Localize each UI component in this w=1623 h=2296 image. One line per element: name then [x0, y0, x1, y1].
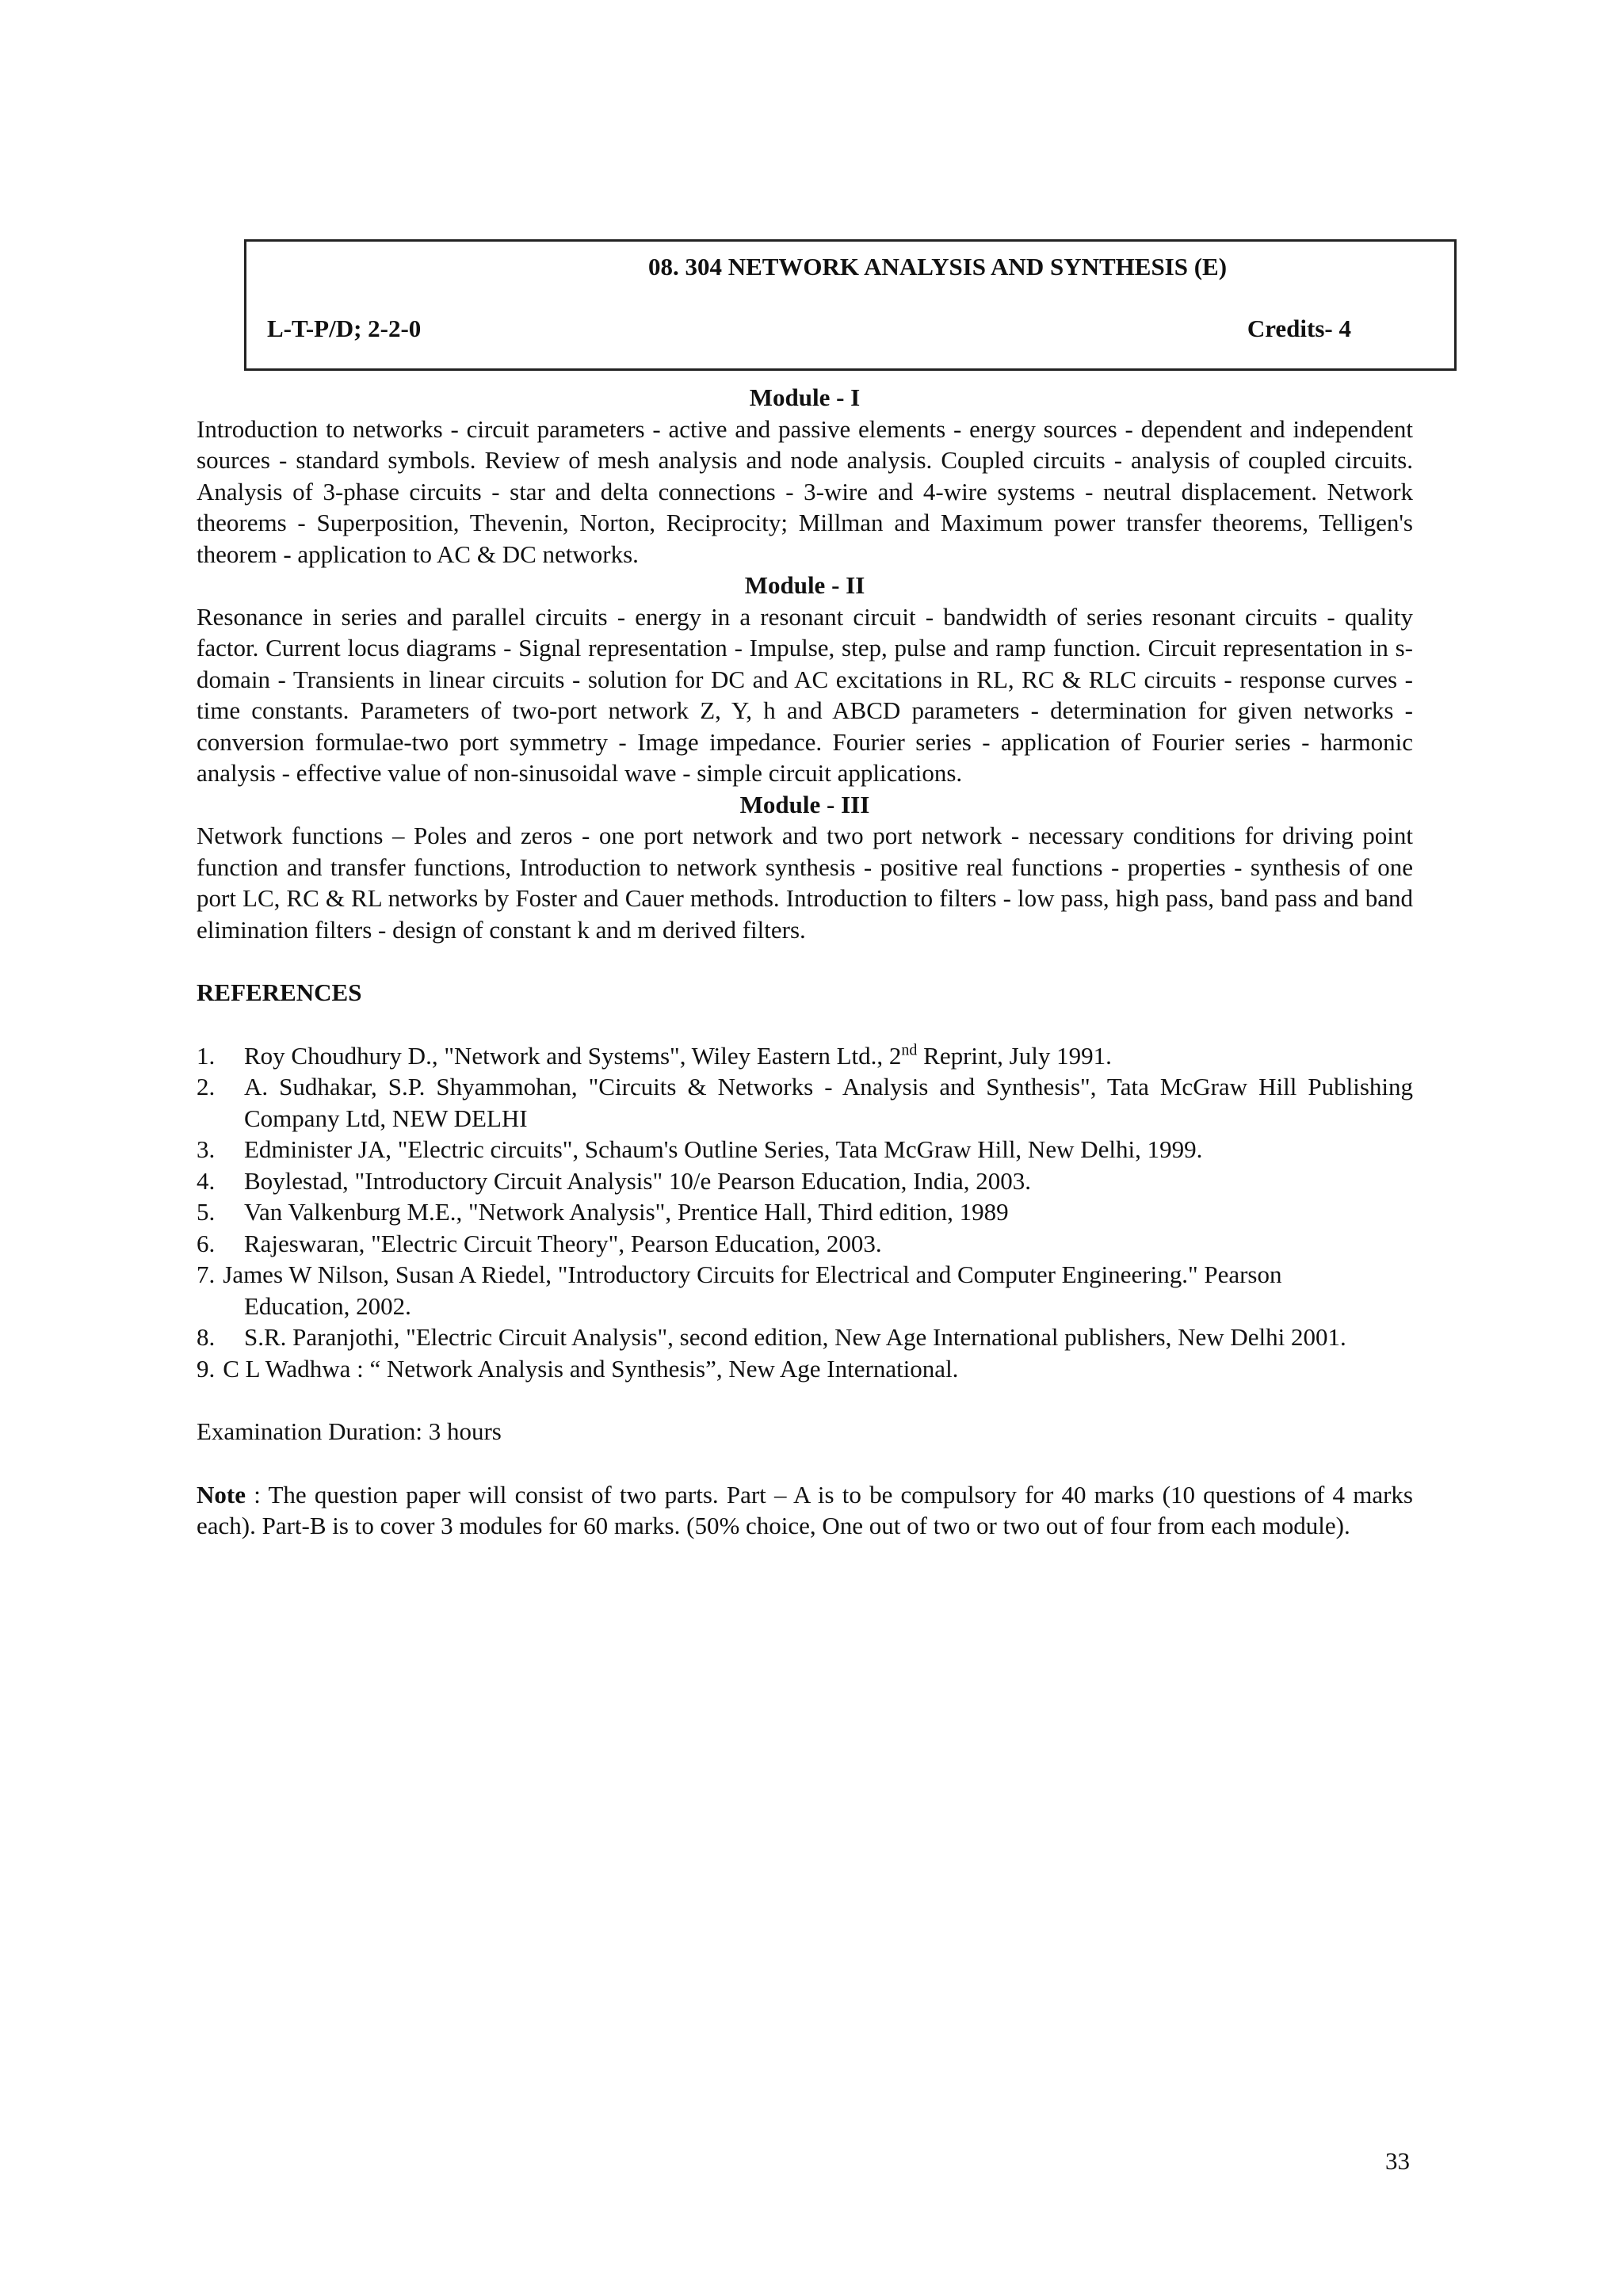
reference-text: S.R. Paranjothi, "Electric Circuit Analysis", second edition, New Age International publishers, New Delhi 2001. — [244, 1323, 1346, 1351]
syllabus-content — [197, 382, 1413, 1542]
reference-number: 2. — [197, 1073, 216, 1100]
reference-number: 7. — [197, 1261, 216, 1288]
reference-item — [197, 1322, 1413, 1353]
references-heading: REFERENCES — [197, 978, 362, 1006]
reference-item — [197, 1071, 1413, 1134]
module-1-heading: Module - I — [749, 383, 861, 411]
references-list — [197, 1040, 1413, 1385]
reference-text: Rajeswaran, "Electric Circuit Theory", Pearson Education, 2003. — [244, 1229, 882, 1257]
reference-item — [197, 1259, 1413, 1322]
credits: Credits- 4 — [1247, 315, 1351, 342]
reference-item — [197, 1134, 1413, 1165]
reference-number: 9. — [197, 1354, 216, 1383]
reference-number: 3. — [197, 1135, 216, 1163]
reference-text: Van Valkenburg M.E., "Network Analysis", Prentice Hall, Third edition, 1989 — [244, 1198, 1009, 1226]
reference-number: 6. — [197, 1229, 216, 1257]
reference-text: Roy Choudhury D., "Network and Systems", Wiley Eastern Ltd., 2 — [244, 1041, 902, 1070]
reference-item — [197, 1165, 1413, 1197]
reference-item — [197, 1196, 1413, 1228]
module-2-body: Resonance in series and parallel circuits - energy in a resonant circuit - bandwidth of series resonant circuits - quality factor. Current locus diagrams - Signal representation - Impulse, step, pulse and ramp function. Circuit representation in s-domain - Transients in linear circuits - solution for DC and AC excitations in RL, RC & RLC circuits - response curves - time constants. Parameters of two-port network Z, Y, h and ABCD parameters - determination for given networks - conversion formulae-two port symmetry - Image impedance. Fourier series - application of Fourier series - harmonic analysis - effective value of non-sinusoidal wave - simple circuit applications. — [197, 602, 1413, 787]
reference-item — [197, 1353, 1413, 1385]
reference-number: 1. — [197, 1041, 216, 1070]
ltp-hours: L-T-P/D; 2-2-0 — [267, 315, 422, 342]
reference-text-tail: Reprint, July 1991. — [917, 1041, 1112, 1070]
reference-number: 4. — [197, 1166, 216, 1195]
reference-text: Boylestad, "Introductory Circuit Analysis" 10/e Pearson Education, India, 2003. — [244, 1166, 1032, 1195]
note-text: : The question paper will consist of two parts. Part – A is to be compulsory for 40 marks (10 questions of 4 marks each). Part-B is to cover 3 modules for 60 marks. (50% choice, One out of two or two out of four from each module). — [197, 1480, 1413, 1539]
reference-number: 5. — [197, 1198, 216, 1226]
reference-item — [197, 1228, 1413, 1260]
note-label: Note — [197, 1480, 246, 1508]
exam-duration: Examination Duration: 3 hours — [197, 1417, 502, 1445]
module-3-body: Network functions – Poles and zeros - one port network and two port network - necessary conditions for driving point function and transfer functions, Introduction to network synthesis - positive real functions - properties - synthesis of one port LC, RC & RL networks by Foster and Cauer methods. Introduction to filters - low pass, high pass, band pass and band elimination filters - design of constant k and m derived filters. — [197, 822, 1413, 944]
page-number: 33 — [1385, 2147, 1410, 2175]
course-header-box — [244, 239, 1457, 371]
reference-text: Edminister JA, "Electric circuits", Schaum's Outline Series, Tata McGraw Hill, New Delhi, 1999. — [244, 1135, 1203, 1163]
module-1-body: Introduction to networks - circuit parameters - active and passive elements - energy sources - dependent and independent sources - standard symbols. Review of mesh analysis and node analysis. Coupled circuits - analysis of coupled circuits. Analysis of 3-phase circuits - star and delta connections - 3-wire and 4-wire systems - neutral displacement. Network theorems - Superposition, Thevenin, Norton, Reciprocity; Millman and Maximum power transfer theorems, Telligen's theorem - application to AC & DC networks. — [197, 414, 1413, 568]
exam-note — [197, 1479, 1413, 1542]
reference-text-continued: Education, 2002. — [244, 1291, 411, 1320]
module-3-heading: Module - III — [739, 790, 870, 818]
module-2-heading: Module - II — [744, 571, 865, 599]
reference-superscript: nd — [901, 1041, 918, 1059]
reference-text: C L Wadhwa : “ Network Analysis and Synthesis”, New Age International. — [223, 1354, 959, 1383]
reference-item — [197, 1040, 1413, 1072]
reference-text: James W Nilson, Susan A Riedel, "Introductory Circuits for Electrical and Computer Engineering." Pearson — [223, 1261, 1282, 1288]
reference-number: 8. — [197, 1323, 216, 1351]
reference-text: A. Sudhakar, S.P. Shyammohan, "Circuits & Networks - Analysis and Synthesis", Tata McGraw Hill Publishing Company Ltd, NEW DELHI — [244, 1073, 1413, 1132]
course-title: 08. 304 NETWORK ANALYSIS AND SYNTHESIS (E) — [647, 253, 1228, 280]
